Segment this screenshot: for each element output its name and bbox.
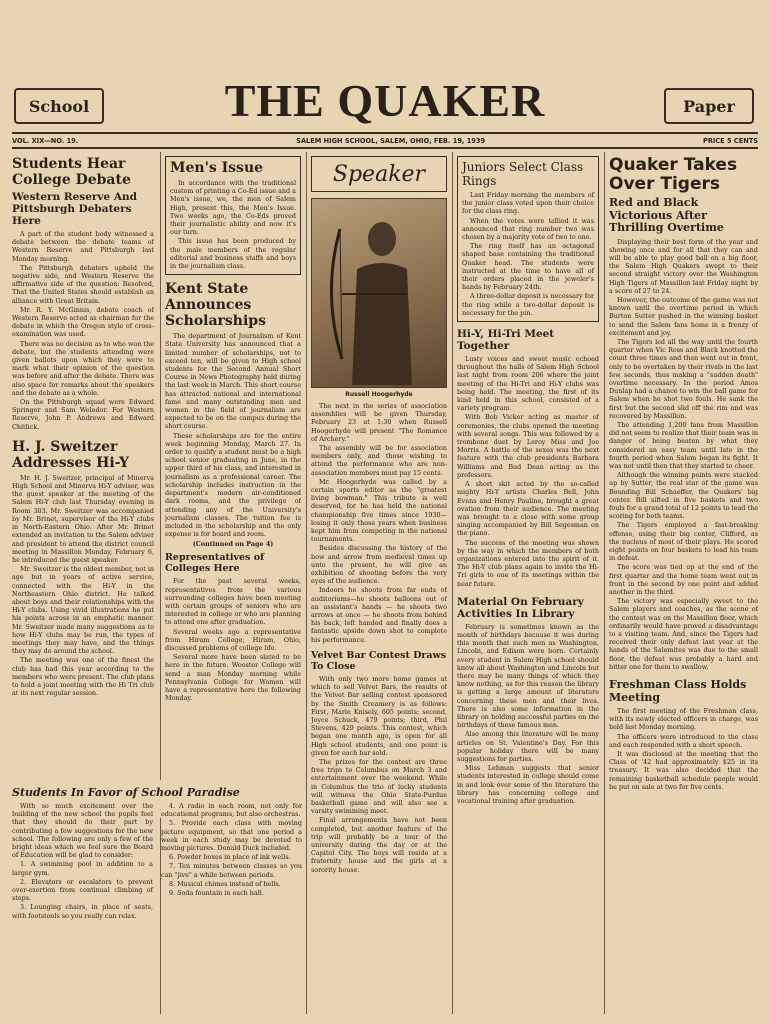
paragraph: Also among this literature will be many articles on St. Valentine's Day. For this popular holiday there will be many suggestions for parties.: [457, 730, 599, 763]
paragraph: The success of the meeting was shown by the way in which the members of both organizations entered into the spirit of it. The Hi-Y club plans again to invite the Hi-Tri girls to one of its meetings within the near future.: [457, 538, 599, 588]
paragraph: The first meeting of the Freshman class, with its newly elected officers in charge, was held last Monday morning.: [609, 707, 758, 732]
paragraph: A three-dollar deposit is necessary for the ring while a two-dollar deposit is necessary for the pin.: [462, 292, 594, 317]
paragraph: The attending 1,200 fans from Massillon did not seem to realize that their team was in danger of being beaten by what they considered an easy team until late in the fourth period when Salem began its fight. It was not until then that they started to cheer.: [609, 420, 758, 470]
list-item: 8. Musical chimes instead of bells.: [169, 879, 281, 888]
paragraph: The Tigers employed a fast-breaking offense, using their big center, Clifford, as the nucleus of most of their plays. He scored eight points on four baskets to lead his team in defeat.: [609, 521, 758, 563]
paragraph: Mr. R. Y. McGinnis, debate coach of Western Reserve acted as chairman for the debate in which the Oregon style of cross-examination was used.: [12, 305, 154, 339]
freshman-headline: Freshman Class Holds Meeting: [609, 678, 747, 704]
paragraph: The officers were introduced to the class and each responded with a short speech.: [609, 732, 758, 749]
paragraph: The ring itself has an octagonal shaped base containing the traditional Quaker head. The students were instructed at the time to have all of their orders placed in the jeweler's hands by February 24th.: [462, 242, 594, 292]
left-ear-text: School: [28, 96, 90, 116]
paragraph: The assembly will be for association members only, and those wishing to attend the performance who are non-association members must pay 15 cents.: [311, 444, 447, 477]
column-3: [311, 156, 447, 1014]
paragraph: Last Friday morning the members of the junior class voted upon their choice for the class ring.: [462, 191, 594, 216]
juniors-body: [462, 191, 594, 317]
paragraph: The department of Journalism of Kent State University has announced that a limited number of scholarships, not to exceed ten, will be given to High school students for the Second Annual Short Course in News Photography held during the last week in March. This short course has attracted national and international fame and many outstanding men and women in the field of journalism are expected to be on the campus during the short course.: [165, 332, 301, 431]
column-rule: [452, 152, 453, 1014]
column-rule: [604, 152, 605, 1014]
paradise-col-1: [12, 802, 153, 921]
paragraph: Lusty voices and sweet music echoed throughout the halls of Salem High School last night from room 206 where the joint meeting of the Hi-Tri and Hi-Y clubs was being held. The meeting, the first of its kind held in this school, consisted of a variety program.: [457, 355, 599, 413]
juniors-box: [457, 156, 599, 322]
paragraph: For the past several weeks, representatives from the various surrounding colleges have been meeting with certain groups of seniors who are interested in college or who are planning to attend one after graduation.: [165, 577, 301, 627]
paragraph: The meeting was one of the finest the club has had this year according to the members who were present. The club plans to hold a joint meeting with the Hi Tri club at its next regular session.: [12, 656, 154, 698]
freshman-body: [609, 707, 758, 791]
location-date: SALEM HIGH SCHOOL, SALEM, OHIO, FEB. 19, 1939: [296, 137, 486, 145]
paragraph: The score was tied up at the end of the first quarter and the home team went out in front in the second by one point and added another in the third.: [609, 563, 758, 597]
juniors-headline: Juniors Select Class Rings: [462, 160, 584, 188]
paragraph: Besides discussing the history of the bow and arrow from medieval times up unto the present, he will give an exhibition of shooting before the very eyes of the audience.: [311, 544, 447, 586]
tigers-headline: Quaker Takes Over Tigers: [609, 156, 738, 194]
column-1: [12, 156, 154, 780]
representatives-article: [165, 552, 301, 702]
paragraph: With Bob Vicker acting as master of ceremonies, the clubs opened the meeting with several songs. This was followed by a trombone duet by Leroy Miss and Joe Morris. A battle of the sexes was the next feature with the club presidents Barbara Williams and Bud Dean acting as the professors.: [457, 413, 599, 479]
photo-caption: Russell Hoogerhyde: [345, 391, 413, 398]
paragraph: Miss Lehman suggests that senior students interested in college should come in and look over some of the literature the library has concerning college and vocational training after graduation.: [457, 764, 599, 805]
paragraph: It was disclosed at the meeting that the Class of '42 had approximately $25 in its treasury. It was also decided that the remaining basketball schedule people would be put on sale at two for five cents.: [609, 750, 758, 791]
speaker-box: [311, 156, 447, 192]
tigers-article: [609, 156, 758, 671]
list-item: 2. Elevators or escalators to prevent over-exertion from continual climbing of steps.: [12, 877, 153, 903]
archer-silhouette-icon: [312, 199, 446, 385]
material-body: [457, 623, 599, 805]
sweitzer-headline: H. J. Sweitzer Addresses Hi-Y: [12, 438, 129, 471]
paragraph: February is sometimes known as the month of birthdays because it was during this month that such men as Washington, Lincoln, and Edison were born. Certainly every student in Salem High school should know all about Washington and Lincoln but there may be many things of which they know nothing, as for this reason the library is getting a large amount of literature concerning these men and their lives. There is also some information in the library on holding successful parties on the birthdays of these famous men.: [457, 622, 599, 730]
list-item: 9. Soda fountain in each hall.: [169, 889, 264, 898]
freshman-article: [609, 679, 758, 791]
paragraph: In accordance with the traditional custom of printing a Co-Ed issue and a Men's issue, we, the men of Salem High, present this, the Men's Issue. Two weeks ago, the Co-Eds proved their journalistic ability and now it's our turn.: [170, 179, 296, 237]
list-item: 1. A swimming pool in addition to a larger gym.: [12, 860, 153, 877]
tigers-subhead: Red and Black Victorious After Thrilling Overtime: [609, 196, 724, 234]
list-item: 6. Powder boxes in place of ink wells.: [169, 853, 291, 862]
paragraph: With only two more home games at which to sell Velvet Bars, the results of the Velvet Bar selling contest sponsored by the Smith Creamery is as follows: First, Marie Knisely, 605 points; second, Joyce Schuck, 479 points; third, Phil Stevens, 429 points. This contest, which began one month ago, is open for all High school students, and one point is given for each bar sold.: [311, 674, 447, 757]
column-rule: [306, 152, 307, 1014]
speaker-photo: [311, 198, 447, 388]
material-article: [457, 596, 599, 805]
representatives-body: [165, 577, 301, 702]
paradise-columns: [12, 802, 302, 921]
price: PRICE 5 CENTS: [702, 137, 758, 145]
paragraph: Mr. H. J. Sweitzer, principal of Minerva High School and Minerva Hi-Y adviser, was the guest speaker at the meeting of the Salem Hi-Y club last Thursday evening in Room 303. Mr. Sweitzer was accompanied by Mr. Brinet, supervisor of the Hi-Y clubs in North-Eastern Ohio. After Mr. Brinet extended an invitation to the Salem adviser and president to attend the district council meeting in Massillon Monday, February 6, he introduced the guest speaker.: [12, 473, 154, 564]
paragraph: There was no decision as to who won the debate, but the students attending were given ballots upon which they were to mark what their opinion of the question was before and after the debate. There was also space for remarks about the speakers and the debate as a whole.: [12, 339, 154, 397]
right-ear-box: [664, 88, 754, 124]
sweitzer-body: [12, 474, 154, 697]
mens-issue-body: [170, 179, 296, 270]
velvet-bar-article: [311, 650, 447, 874]
paragraph: Displaying their best form of the year and showing once and for all that they can and will be able to play good ball on a big floor, the Salem High Quakers swept to their second straight victory over the Washington High Tigers of Massillon last Friday night by a score of 27 to 24.: [609, 237, 758, 295]
dateline: [12, 137, 758, 145]
continued-note: (Continued on Page 4): [192, 540, 274, 549]
paragraph: Several more have been slated to be here in the future. Wooster College will send a man Monday morning while Pennsylvania College for Women will have a representative here the following Monday.: [165, 653, 301, 703]
paragraph: When the votes were tallied it was announced that ring number two was chosen by a majority vote of two to one.: [462, 216, 594, 242]
right-ear-text: Paper: [683, 96, 735, 116]
masthead-rule-bottom: [12, 147, 758, 149]
list-item: 5. Provide each class with moving picture equipment, so that one period a week in each study may be devoted to moving pictures. Donald Duck included.: [161, 819, 302, 853]
list-item: 7. Ten minutes between classes so you can "jive" a while between periods.: [161, 862, 302, 879]
hi-tri-body: [457, 355, 599, 588]
paragraph: Several weeks ago a representative from Hiram College, Hiram, Ohio, discussed problems of college life.: [165, 627, 301, 652]
material-headline: Material On February Activities In Library: [457, 595, 584, 620]
paragraph: Indoors he shoots from far ends of auditoriums—he shoots balloons out of an assistant's hands — he shoots two arrows at once — he shoots from behind his back, left handed and finally does a fantastic upside down shot to complete his performance.: [311, 586, 447, 644]
masthead-title: THE QUAKER: [224, 75, 546, 126]
velvet-bar-body: [311, 675, 447, 874]
kent-state-article: [165, 281, 301, 548]
masthead-rule-top: [12, 132, 758, 134]
column-rule: [160, 152, 161, 780]
debate-subhead: Western Reserve And Pittsburgh Debaters Here: [12, 191, 137, 227]
paragraph: These scholarships are for the entire week beginning Monday, March 27. In order to qualify a student must be a high school senior graduating in June, in the upper third of his class, and interested in journalism as a professional career. The scholarship includes instruction in the department's modern air-conditioned dark rooms, and the privilege of attending any of the University's journalism classes. The tuition fee is included in the scholarship and the only expense is for board and room.: [165, 431, 301, 539]
paragraph: The victory was especially sweet to the Salem players and coaches, as the scene of the contest was on the Massillon floor, which ordinarily would have proved a disadvantage to a visiting team. And, since the Tigers had received their only defeat last year at the hands of the Salemites was due to the small floor, the defeat was probably a hard and bitter one for them to swallow.: [609, 597, 758, 671]
paragraph: A part of the student body witnessed a debate between the debate teams of Western Reserve and Pittsburgh last Monday morning.: [12, 230, 154, 263]
paragraph: On the Pittsburgh squad were Edward Springer and Sam Welodor. For Western Reserve, John P. Andrews and Edward Chitlick.: [12, 398, 154, 431]
paragraph: This issue has been produced by the male members of the regular editorial and business staffs and boys in the journalism class.: [170, 237, 296, 271]
hi-tri-headline: Hi-Y, Hi-Tri Meet Together: [457, 328, 555, 353]
tigers-body: [609, 238, 758, 672]
paragraph: A short skit acted by the so-called mighty Hi-Y artists Charles Bell, John Evans and Henry Pauline, brought a great ovation from their audience. The meeting was brought to a close with some group singing accompanied by Bill Segesman on the piano.: [457, 480, 599, 538]
speaker-box-title: Speaker: [332, 161, 426, 187]
paragraph: However, the outcome of the game was not known until the overtime period in which Burton Sutter pushed in the winning basket to send the Salem fans home in a frenzy of excitement and joy.: [609, 295, 758, 337]
column-4: [457, 156, 599, 1014]
paragraph: Although the winning points were stacked up by Sutter, the real star of the game was Bounding Bill Schaeffer, the Quakers' big center. Bill sifted in five baskets and two fouls for a grand total of 12 points to lead the scoring for both teams.: [609, 471, 758, 521]
kent-state-body: [165, 332, 301, 538]
kent-state-headline: Kent State Announces Scholarships: [165, 281, 266, 330]
debate-article: [12, 156, 154, 431]
mens-issue-headline: Men's Issue: [170, 160, 264, 176]
velvet-bar-headline: Velvet Bar Contest Draws To Close: [311, 649, 447, 672]
paragraph: With so much excitement over the building of the new school the pupils feel that they should do their part by contributing a few suggestions for the new school. The following are only a few of the bright ideas which we feel sure the Board of Education will be glad to consider:: [12, 802, 153, 860]
volume-number: VOL. XIX—NO. 19.: [12, 137, 79, 145]
paragraph: The next in the series of association assemblies will be given Thursday, February 23 at 1:30 when Russell Hoogerhyde will present "The Romance of Archery.": [311, 402, 447, 443]
representatives-headline: Representatives of Colleges Here: [165, 552, 265, 575]
paragraph: Mr. Sweitzer is the oldest member, not in age but in years of active service, connected with the Hi-Y in the Northeastern Ohio district. He talked about boys and their relationships with the Hi-Y clubs. Using vivid illustrations he put his points across in an emphatic manner. Mr. Sweitzer made many suggestions as to how Hi-Y clubs may be run, the types of meetings they may have, and the things they may do around the school.: [12, 565, 154, 656]
paradise-col-2: [161, 802, 302, 921]
paragraph: The Pittsburgh debaters upheld the negative side, and Western Reserve the affirmative side of the question: Resolved, That the United States should establish an alliance with Great Britain.: [12, 263, 154, 305]
column-2: [165, 156, 301, 780]
column-5: [609, 156, 758, 1014]
list-item: 3. Lounging chairs, in place of seats, with footstools so you really can relax.: [12, 903, 153, 920]
paragraph: The Tigers led all the way until the fourth quarter when Vic Ross and Black knotted the count three times and then went out in front, only to be overtaken by their rivals in the last few seconds, thus making a "sudden death" overtime necessary. In the period Amos Dunlap had a chance to win the ball game for Salem when he shot two fouls. He sank the first but the second slid off the rim and was recovered by Massillon.: [609, 337, 758, 420]
paragraph: Final arrangements have not been completed, but another feature of the trip will probably be a tour of the university during the day or at the Capitol City. The boys will reside at a fraternity house and the girls at a sorority house.: [311, 816, 447, 874]
paragraph: The prizes for the contest are three free trips to Columbus on March 3 and entertainment over the weekend. While in Columbus the trio of lucky students will witness the Ohio State-Purdue basketball game and will also see a varsity swimming meet.: [311, 757, 447, 816]
paragraph: Mr. Hoogerhyde was called by a certain sports editor as the "greatest living bowman." This tribute is well deserved, for he has held the national championship five times since 1930—losing it only those years when business kept him from competing in the national tournaments.: [311, 477, 447, 544]
hi-tri-article: [457, 328, 599, 588]
speaker-body: [311, 402, 447, 644]
sweitzer-article: [12, 439, 154, 697]
debate-body: [12, 230, 154, 431]
paradise-article: [12, 786, 302, 1014]
list-item: 4. A radio in each room, not only for educational programs, but also orchestras.: [161, 802, 302, 819]
debate-headline: Students Hear College Debate: [12, 156, 131, 188]
paradise-headline: Students In Favor of School Paradise: [12, 786, 240, 799]
mens-issue-box: [165, 156, 301, 275]
